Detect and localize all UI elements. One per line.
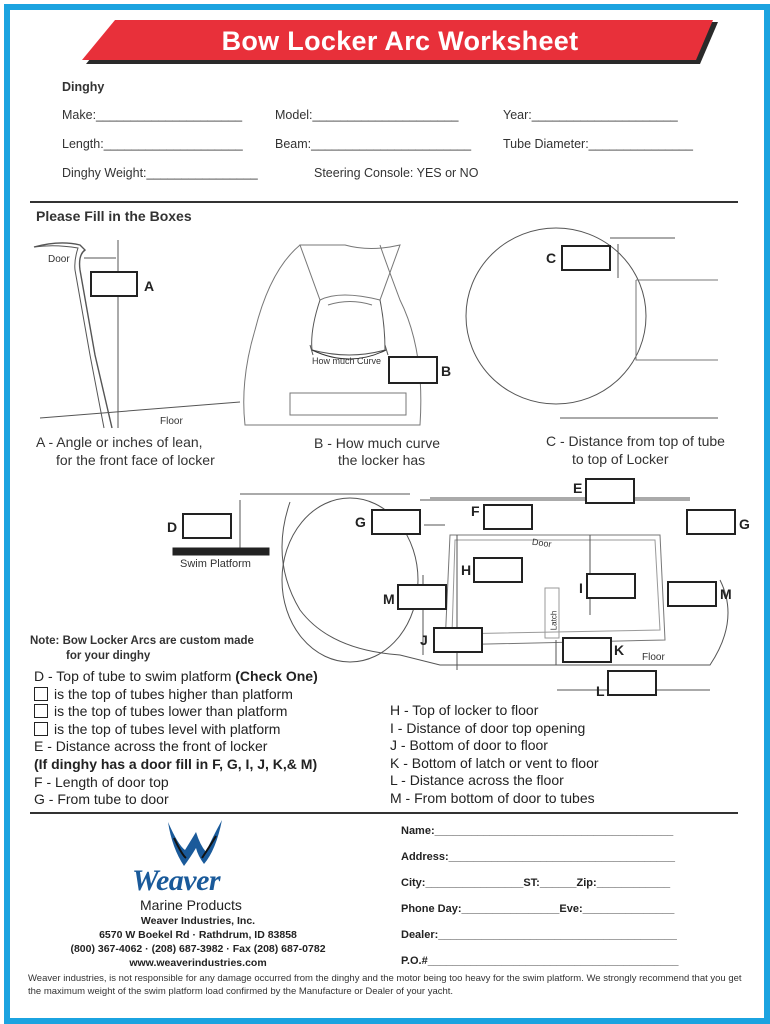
- letter-j: J: [420, 632, 428, 648]
- letter-l: L: [596, 683, 605, 699]
- item-l: L - Distance across the floor: [390, 772, 564, 789]
- letter-g-left: G: [355, 514, 366, 530]
- how-much-curve-label: How much Curve: [312, 356, 382, 366]
- latch-label: Latch: [549, 610, 559, 631]
- item-j: J - Bottom of door to floor: [390, 737, 548, 754]
- letter-e: E: [573, 480, 583, 496]
- door-handwritten-label: Door: [531, 536, 553, 550]
- dinghy-weight-field[interactable]: Dinghy Weight:________________: [62, 166, 258, 180]
- phone-field[interactable]: Phone Day:________________Eve:_______________: [401, 903, 675, 915]
- item-k: K - Bottom of latch or vent to floor: [390, 754, 599, 771]
- item-g: G - From tube to door: [34, 791, 169, 808]
- length-field[interactable]: Length:____________________: [62, 137, 243, 151]
- dealer-field[interactable]: Dealer:_______________________________________: [401, 929, 677, 941]
- letter-c: C: [546, 250, 557, 266]
- letter-m-right: M: [720, 586, 732, 602]
- letter-b: B: [441, 363, 452, 379]
- letter-k: K: [614, 642, 625, 658]
- item-e: E - Distance across the front of locker: [34, 738, 268, 755]
- letter-d: D: [167, 519, 178, 535]
- note-line1: Note: Bow Locker Arcs are custom made: [30, 635, 254, 647]
- page-title: Bow Locker Arc Worksheet: [221, 26, 579, 56]
- letter-h: H: [461, 562, 472, 578]
- steering-console-field[interactable]: Steering Console: YES or NO: [314, 166, 479, 180]
- year-field[interactable]: Year:_____________________: [503, 108, 678, 122]
- disclaimer: Weaver industries, is not responsible for any damage occurred from the dinghy and the motor being too heavy for the swim platform. We strongly recommend that you get the maximum weight of the swim platform load confirmed by the Manufacture or Dealer of your yacht.: [28, 973, 742, 997]
- item-h: H - Top of locker to floor: [390, 702, 539, 718]
- option-level: is the top of tubes level with platform: [34, 721, 318, 739]
- caption-c-line2: to top of Locker: [572, 451, 669, 467]
- caption-a-line1: A - Angle or inches of lean,: [36, 434, 203, 450]
- po-field[interactable]: P.O.#_________________________________________: [401, 955, 679, 967]
- company-phones: (800) 367-4062 · (208) 687-3982 · Fax (208) 687-0782: [70, 943, 326, 955]
- letter-a: A: [144, 278, 155, 294]
- caption-a-line2: for the front face of locker: [56, 452, 215, 468]
- caption-b-line2: the locker has: [338, 452, 426, 468]
- letter-g-right: G: [739, 516, 750, 532]
- item-f: F - Length of door top: [34, 773, 169, 790]
- logo-subtitle: Marine Products: [140, 897, 242, 913]
- make-field[interactable]: Make:_____________________: [62, 108, 243, 122]
- model-field[interactable]: Model:_____________________: [275, 108, 459, 122]
- company-address: 6570 W Boekel Rd · Rathdrum, ID 83858: [99, 929, 297, 941]
- door-label: Door: [48, 254, 70, 265]
- option-higher: is the top of tubes higher than platform: [34, 686, 318, 704]
- floor-label-2: Floor: [642, 652, 665, 663]
- tube-diameter-field[interactable]: Tube Diameter:_______________: [503, 137, 693, 151]
- name-field[interactable]: Name:_______________________________________: [401, 825, 674, 837]
- door-note: (If dinghy has a door fill in F, G, I, J, K,& M): [34, 755, 318, 772]
- letter-m-left: M: [383, 591, 395, 607]
- option-lower: is the top of tubes lower than platform: [34, 703, 318, 721]
- floor-label: Floor: [160, 416, 183, 427]
- logo-text: Weaver: [132, 864, 221, 897]
- swim-platform-label: Swim Platform: [180, 558, 251, 570]
- caption-c-line1: C - Distance from top of tube: [546, 433, 725, 449]
- letter-i: I: [579, 580, 583, 596]
- item-m: M - From bottom of door to tubes: [390, 789, 595, 806]
- item-d: D - Top of tube to swim platform (Check One): [34, 668, 318, 684]
- caption-b-line1: B - How much curve: [314, 435, 441, 451]
- section-heading: Please Fill in the Boxes: [36, 208, 192, 224]
- item-i: I - Distance of door top opening: [390, 719, 586, 736]
- company-name: Weaver Industries, Inc.: [140, 915, 256, 927]
- letter-f: F: [471, 503, 480, 519]
- company-website: www.weaverindustries.com: [129, 957, 267, 969]
- address-field[interactable]: Address:_____________________________________: [401, 851, 676, 863]
- dinghy-heading: Dinghy: [62, 80, 105, 94]
- note-line2: for your dinghy: [66, 650, 151, 662]
- beam-field[interactable]: Beam:_______________________: [275, 137, 472, 151]
- city-state-zip-field[interactable]: City:________________ST:______Zip:____________: [401, 877, 671, 889]
